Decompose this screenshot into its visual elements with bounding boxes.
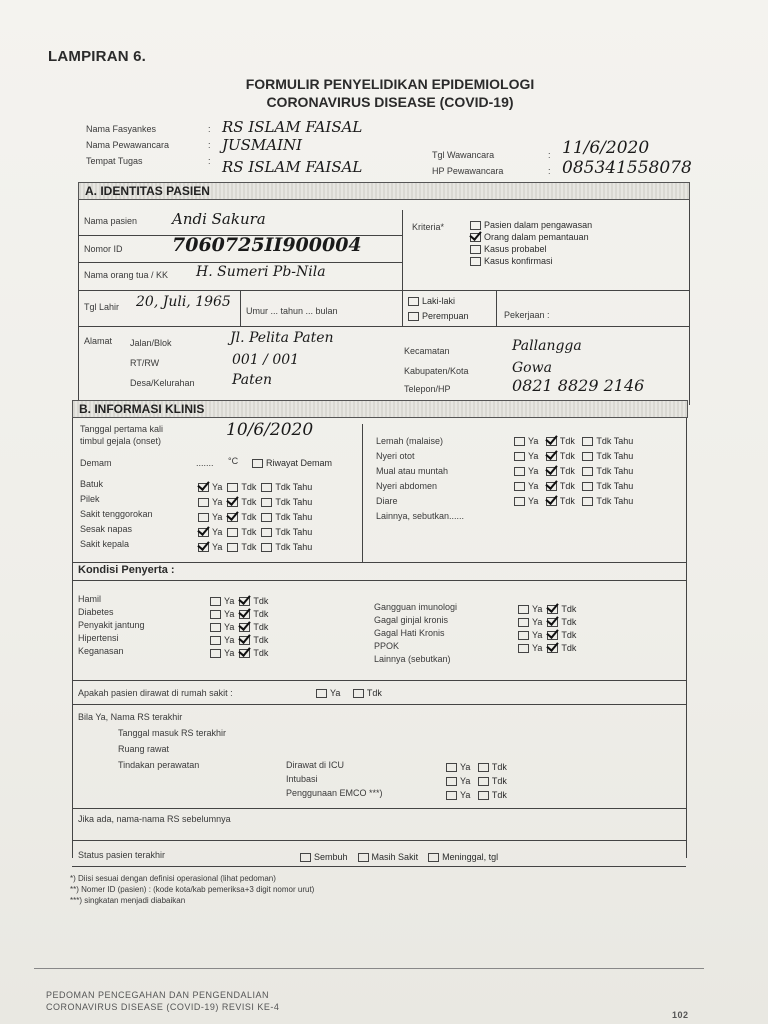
section-a-title: A. IDENTITAS PASIEN	[85, 184, 210, 198]
diare-tdk[interactable]	[546, 497, 557, 506]
ruang-rawat-label: Ruang rawat	[118, 744, 170, 754]
symptom-row: Sakit kepala	[80, 539, 130, 549]
symptom-row: Sakit tenggorokan	[80, 509, 153, 519]
batuk-ya[interactable]	[198, 483, 209, 492]
kriteria-checkbox-4[interactable]	[470, 257, 481, 266]
riwayat-demam[interactable]: Riwayat Demam	[252, 458, 332, 468]
lemah-tdk[interactable]	[546, 437, 557, 446]
emco-tdk[interactable]	[478, 791, 489, 800]
jalan-value[interactable]: Jl. Pelita Paten	[230, 330, 334, 346]
kondisi-right-labels: Gangguan imunologi Gagal ginjal kronis Gagal Hati Kronis PPOK Lainnya (sebutkan)	[374, 602, 458, 664]
section-a-header	[78, 182, 690, 200]
right-symptoms-list	[376, 436, 464, 526]
abdomen-ya[interactable]	[514, 482, 525, 491]
keganasan-tdk[interactable]	[239, 649, 250, 658]
icu-tdk[interactable]	[478, 763, 489, 772]
tenggorokan-tdk-tahu[interactable]	[261, 513, 272, 522]
sesak-tdk[interactable]	[227, 528, 238, 537]
desa-value[interactable]: Paten	[232, 372, 273, 388]
tindakan-label: Tindakan perawatan	[118, 760, 200, 770]
dirawat-ya[interactable]	[316, 689, 327, 698]
onset-value[interactable]: 10/6/2020	[226, 420, 314, 440]
section-b-header	[72, 400, 688, 418]
status-meninggal[interactable]	[428, 853, 439, 862]
lainnya-label: Lainnya, sebutkan......	[376, 511, 465, 521]
sesak-ya[interactable]	[198, 528, 209, 537]
dirawat-options: Ya Tdk	[316, 688, 382, 698]
tindakan-list: Dirawat di ICU Intubasi Penggunaan EMCO ***)	[286, 760, 383, 798]
kabupaten-label: Kabupaten/Kota	[404, 366, 469, 376]
nyeri-otot-tdk-tahu[interactable]	[582, 452, 593, 461]
kriteria-option-4[interactable]: Kasus konfirmasi	[470, 256, 592, 268]
footer-line-2: CORONAVIRUS DISEASE (COVID-19) REVISI KE-4	[46, 1002, 280, 1012]
status-sembuh[interactable]	[300, 853, 311, 862]
symptom-label: Nyeri otot	[376, 451, 415, 461]
kriteria-label: Kriteria*	[412, 222, 445, 232]
symptom-row: Sesak napas	[80, 524, 133, 534]
telepon-label: Telepon/HP	[404, 384, 451, 394]
kecamatan-value[interactable]: Pallangga	[512, 338, 582, 354]
diare-ya[interactable]	[514, 497, 525, 506]
kriteria-checkbox-3[interactable]	[470, 245, 481, 254]
jantung-ya[interactable]	[210, 623, 221, 632]
faskes-value[interactable]: RS ISLAM FAISAL	[222, 118, 363, 136]
jk-perempuan[interactable]: Perempuan	[408, 311, 469, 326]
kabupaten-value[interactable]: Gowa	[512, 360, 552, 376]
bila-ya-label: Bila Ya, Nama RS terakhir	[78, 712, 183, 722]
umur-label: Umur ... tahun ... bulan	[246, 306, 338, 316]
lemah-ya[interactable]	[514, 437, 525, 446]
hp-pewawancara-value[interactable]: 085341558078	[562, 158, 692, 178]
status-masih-sakit[interactable]	[358, 853, 369, 862]
lampiran-label: LAMPIRAN 6.	[48, 48, 147, 65]
nama-ortu-label: Nama orang tua / KK	[84, 270, 169, 280]
kepala-ya[interactable]	[198, 543, 209, 552]
tempat-tugas-label: Tempat Tugas	[86, 156, 143, 166]
nama-rs-sebelumnya-label: Jika ada, nama-nama RS sebelumnya	[78, 814, 231, 824]
jalan-label: Jalan/Blok	[130, 338, 172, 348]
batuk-tdk[interactable]	[227, 483, 238, 492]
jenis-kelamin	[408, 296, 469, 326]
tgl-lahir-label: Tgl Lahir	[84, 302, 120, 312]
pewawancara-value[interactable]: JUSMAINI	[222, 136, 303, 154]
rtrw-value[interactable]: 001 / 001	[232, 352, 300, 368]
nama-ortu-value[interactable]: H. Sumeri Pb-Nila	[196, 264, 326, 280]
kriteria-option-3[interactable]: Kasus probabel	[470, 244, 592, 256]
keganasan-ya[interactable]	[210, 649, 221, 658]
ppok-tdk[interactable]	[547, 644, 558, 653]
symptom-label: Nyeri abdomen	[376, 481, 438, 491]
nama-pasien-value[interactable]: Andi Sakura	[172, 210, 266, 228]
ginjal-ya[interactable]	[518, 618, 529, 627]
form-title-line-2: CORONAVIRUS DISEASE (COVID-19)	[266, 94, 514, 110]
symptom-label: Lemah (malaise)	[376, 436, 444, 446]
kecamatan-label: Kecamatan	[404, 346, 450, 356]
status-options: Sembuh Masih Sakit Meninggal, tgl	[300, 852, 498, 862]
nomor-id-label: Nomor ID	[84, 244, 123, 254]
kondisi-penyerta-title: Kondisi Penyerta :	[78, 564, 175, 576]
mual-tdk[interactable]	[546, 467, 557, 476]
desa-label: Desa/Kelurahan	[130, 378, 195, 388]
kriteria-option-2[interactable]: Orang dalam pemantauan	[470, 232, 592, 244]
lemah-tdk-tahu[interactable]	[582, 437, 593, 446]
pekerjaan-label: Pekerjaan :	[504, 310, 550, 320]
onset-label-1: Tanggal pertama kali	[80, 424, 164, 434]
ppok-ya[interactable]	[518, 644, 529, 653]
dirawat-label: Apakah pasien dirawat di rumah sakit :	[78, 688, 233, 698]
kondisi-left-options: Ya Tdk Ya Tdk Ya Tdk Ya Tdk Ya Tdk	[210, 596, 268, 661]
hipertensi-ya[interactable]	[210, 636, 221, 645]
nyeri-otot-tdk[interactable]	[546, 452, 557, 461]
footnotes: *) Diisi sesuai dengan definisi operasional (lihat pedoman) **) Nomer ID (pasien) : (kode kota/kab pemeriksa+3 digit nomor urut) ***) singkatan menjadi diabaikan	[70, 874, 315, 905]
tgl-wawancara-value[interactable]: 11/6/2020	[562, 138, 650, 158]
telepon-value[interactable]: 0821 8829 2146	[512, 376, 645, 395]
section-b-title: B. INFORMASI KLINIS	[79, 402, 205, 416]
pilek-tdk-tahu[interactable]	[261, 498, 272, 507]
alamat-label: Alamat	[84, 336, 113, 346]
left-symptom-options: Ya Tdk Tdk Tahu Ya Tdk Tdk Tahu Ya Tdk Tdk Tahu Ya Tdk Tdk Tahu Ya Tdk Tdk Tahu	[198, 482, 312, 557]
demam-label: Demam	[80, 458, 112, 468]
hp-pewawancara-label: HP Pewawancara	[432, 166, 504, 176]
icu-ya[interactable]	[446, 763, 457, 772]
mual-ya[interactable]	[514, 467, 525, 476]
status-pasien-label: Status pasien terakhir	[78, 850, 166, 860]
symptom-row: Batuk	[80, 479, 104, 489]
diabetes-ya[interactable]	[210, 610, 221, 619]
nyeri-otot-ya[interactable]	[514, 452, 525, 461]
mual-tdk-tahu[interactable]	[582, 467, 593, 476]
nama-pasien-label: Nama pasien	[84, 216, 138, 226]
kepala-tdk-tahu[interactable]	[261, 543, 272, 552]
intubasi-ya[interactable]	[446, 777, 457, 786]
tgl-wawancara-label: Tgl Wawancara	[432, 150, 495, 160]
tenggorokan-ya[interactable]	[198, 513, 209, 522]
symptom-label: Diare	[376, 496, 398, 506]
tenggorokan-tdk[interactable]	[227, 513, 238, 522]
jk-laki-laki[interactable]: Laki-laki	[408, 296, 469, 311]
batuk-tdk-tahu[interactable]	[261, 483, 272, 492]
dirawat-tdk[interactable]	[353, 689, 364, 698]
tempat-tugas-value[interactable]: RS ISLAM FAISAL	[222, 158, 363, 176]
abdomen-tdk[interactable]	[546, 482, 557, 491]
form-title-line-1: FORMULIR PENYELIDIKAN EPIDEMIOLOGI	[245, 76, 535, 92]
page-number: 102	[672, 1010, 689, 1020]
kondisi-left-labels: Hamil Diabetes Penyakit jantung Hipertensi Keganasan	[78, 594, 145, 656]
onset-label-2: timbul gejala (onset)	[80, 436, 162, 446]
pilek-tdk[interactable]	[227, 498, 238, 507]
diare-tdk-tahu[interactable]	[582, 497, 593, 506]
abdomen-tdk-tahu[interactable]	[582, 482, 593, 491]
sesak-tdk-tahu[interactable]	[261, 528, 272, 537]
faskes-label: Nama Fasyankes	[86, 124, 157, 134]
kondisi-right-options: Ya Tdk Ya Tdk Ya Tdk Ya Tdk	[518, 604, 576, 656]
emco-ya[interactable]	[446, 791, 457, 800]
nomor-id-value[interactable]: 7060725II900004	[172, 234, 362, 256]
kriteria-option-1[interactable]: Pasien dalam pengawasan	[470, 220, 592, 232]
intubasi-tdk[interactable]	[478, 777, 489, 786]
scanned-form-page: LAMPIRAN 6. FORMULIR PENYELIDIKAN EPIDEMIOLOGI CORONAVIRUS DISEASE (COVID-19) Nama Fasyankes : RS ISLAM FAISAL Nama Pewawancara : JUSMAINI Tempat Tugas : RS ISLAM FAISAL Tgl Wawancara : 11/6/2020 HP Pewawancara : 085341558078 A. IDENTITAS PASIEN Nama pasien Andi Sakura Nomor ID 7060725II900004 Nama orang tua / KK H. Sumeri Pb-Nila Kriteria* Pasien dalam pengawasan Orang dalam pemantauan Kasus probabel Kasus konfirmasi Tgl Lahir 20, Juli, 1965 Umur ... tahun ... bulan Laki-laki Perempuan Pekerjaan : Alamat Jalan/Blok Jl. Pelita Paten RT/RW 001 / 001 Desa/Kelurahan Paten Kecamatan Pallangga Kabupaten/Kota Gowa Telepon/HP 0821 8829 2146 B. INFORMASI KLINIS Tanggal pertama kali timbul gejala (onset) 10/6/2020 Demam ....... °C Riwayat Demam Batuk Pilek Sakit tenggorokan Sesak napas Sakit kepala Ya Tdk Tdk Tahu Ya Tdk Tdk Tahu Ya Tdk Tdk Tahu Ya Tdk Tdk Tahu Ya Tdk Tdk Tahu Lemah (malaise) Nyeri otot Mual atau muntah Nyeri abdomen Diare Lainnya, sebutkan...... Ya Tdk Tdk Tahu Ya Tdk Tdk Tahu Ya Tdk Tdk Tahu Ya Tdk Tdk Tahu Ya Tdk Tdk Tahu Kondisi Penyerta : Hamil Diabetes Penyakit jantung Hipertensi Keganasan Ya Tdk Ya Tdk Ya Tdk Ya Tdk Ya Tdk Gangguan imunologi Gagal ginjal kronis Gagal Hati Kronis PPOK Lainnya (sebutkan) Ya Tdk Ya Tdk Ya Tdk Ya Tdk Apakah pasien dirawat di rumah sakit : Ya Tdk Bila Ya, Nama RS terakhir Tanggal masuk RS terakhir Ruang rawat Tindakan perawatan Dirawat di ICU Intubasi Penggunaan EMCO ***) Ya Tdk Ya Tdk Ya Tdk Jika ada, nama-nama RS sebelumnya Status pasien terakhir Sembuh Masih Sakit Meninggal, tgl *) Diisi sesuai dengan definisi operasional (lihat pedoman) **) Nomer ID (pasien) : (kode kota/kab pemeriksa+3 digit nomor urut) ***) singkatan menjadi diabaikan PEDOMAN PENCEGAHAN DAN PENGENDALIAN CORONAVIRUS DISEASE (COVID-19) REVISI KE-4 102	[0, 0, 768, 1024]
kriteria-checkbox-2[interactable]	[470, 233, 481, 242]
tindakan-options: Ya Tdk Ya Tdk Ya Tdk	[446, 762, 507, 804]
symptom-row: Pilek	[80, 494, 100, 504]
right-symptom-options: Ya Tdk Tdk Tahu Ya Tdk Tdk Tahu Ya Tdk Tdk Tahu Ya Tdk Tdk Tahu Ya Tdk Tdk Tahu	[514, 436, 633, 511]
symptom-label: Mual atau muntah	[376, 466, 449, 476]
jk-perempuan-checkbox[interactable]	[408, 312, 419, 321]
imunologi-ya[interactable]	[518, 605, 529, 614]
pilek-ya[interactable]	[198, 498, 209, 507]
rtrw-label: RT/RW	[130, 358, 160, 368]
demam-unit: °C	[228, 456, 239, 466]
riwayat-demam-checkbox[interactable]	[252, 459, 263, 468]
tanggal-masuk-label: Tanggal masuk RS terakhir	[118, 728, 227, 738]
kepala-tdk[interactable]	[227, 543, 238, 552]
tgl-lahir-value[interactable]: 20, Juli, 1965	[136, 294, 231, 310]
kriteria-options	[470, 220, 592, 268]
jk-laki-checkbox[interactable]	[408, 297, 419, 306]
pewawancara-label: Nama Pewawancara	[86, 140, 170, 150]
hamil-ya[interactable]	[210, 597, 221, 606]
footer-line-1: PEDOMAN PENCEGAHAN DAN PENGENDALIAN	[46, 990, 270, 1000]
hati-ya[interactable]	[518, 631, 529, 640]
